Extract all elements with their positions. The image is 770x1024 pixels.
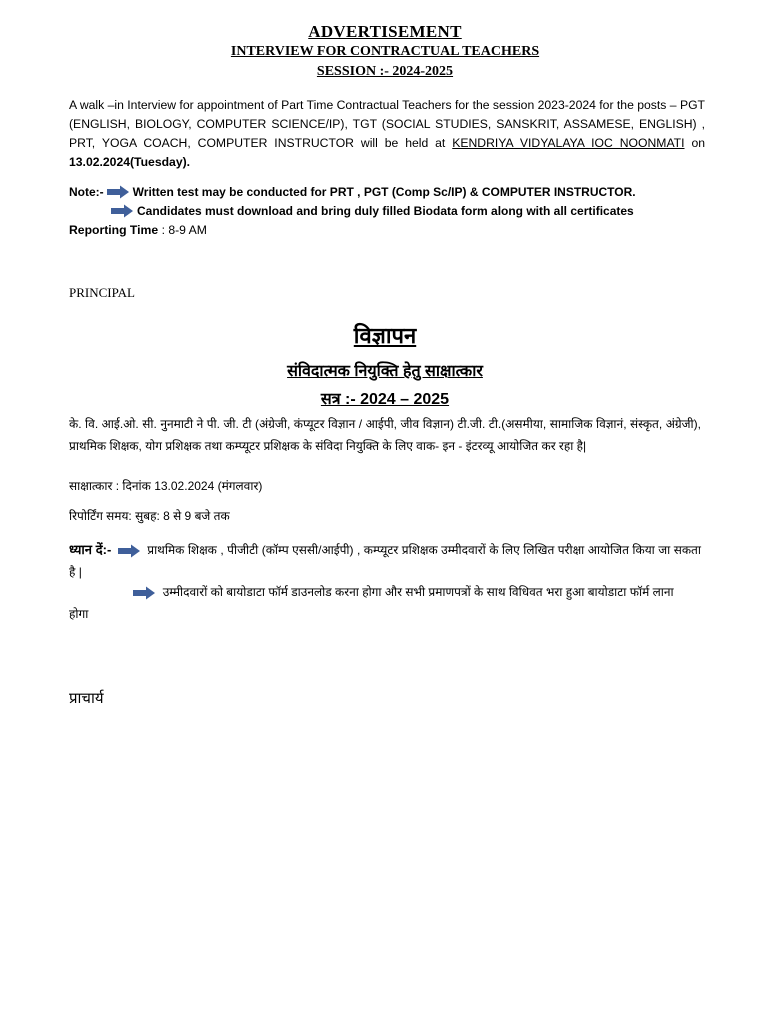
hindi-title: विज्ञापन — [353, 323, 417, 348]
hindi-interview-date: साक्षात्कार : दिनांक 13.02.2024 (मंगलवार) — [69, 479, 263, 493]
hindi-note-2 — [69, 581, 689, 625]
right-arrow-icon — [110, 204, 134, 218]
hindi-subtitle: संविदात्मक नियुक्ति हेतु साक्षात्कार — [287, 363, 483, 380]
hindi-principal: प्राचार्य — [69, 690, 104, 707]
hindi-note-1-text: प्राथमिक शिक्षक , पीजीटी (कॉम्प एससी/आईपी) , कम्प्यूटर प्रशिक्षक उम्मीदवारों के लिए लिखित परीक्षा आयोजित किया जा सकता है | — [69, 543, 701, 579]
hindi-note-2-text: उम्मीदवारों को बायोडाटा फॉर्म डाउनलोड करना होगा और सभी प्रमाणपत्रों के साथ विधिवत भरा हुआ बायोडाटा फॉर्म लाना होगा — [69, 585, 674, 621]
right-arrow-icon — [106, 185, 130, 199]
hindi-body: के. वि. आई.ओ. सी. नुनमाटी ने पी. जी. टी (अंग्रेजी, कंप्यूटर विज्ञान / आईपी, जीव विज्ञान) टी.जी. टी.(असमीया, सामाजिक विज्ञानं, संस्कृत, अंग्रेजी), प्राथमिक शिक्षक, योग प्रशिक्षक तथा कम्प्यूटर प्रशिक्षक के संविदा नियुक्ति के लिए वाक- इन - इंटरव्यू आयोजित कर रहा है| — [69, 417, 701, 453]
english-note-label: Note:- — [69, 185, 104, 199]
english-reporting-time — [69, 223, 207, 237]
right-arrow-icon — [132, 586, 156, 600]
english-body — [69, 96, 705, 172]
english-note-2 — [108, 204, 634, 218]
right-arrow-icon — [117, 544, 141, 558]
english-on: on — [691, 136, 705, 150]
reporting-time-label: Reporting Time — [69, 223, 159, 237]
english-date: 13.02.2024(Tuesday). — [69, 155, 191, 169]
english-note-1 — [69, 185, 636, 199]
reporting-time-value: : 8-9 AM — [161, 223, 207, 237]
english-note-1-text: Written test may be conducted for PRT , PGT (Comp Sc/IP) & COMPUTER INSTRUCTOR. — [132, 185, 636, 199]
hindi-note-1 — [69, 539, 701, 583]
hindi-session: सत्र :- 2024 – 2025 — [320, 391, 450, 408]
english-subtitle: INTERVIEW FOR CONTRACTUAL TEACHERS — [230, 44, 540, 59]
hindi-note-label: ध्यान दें:- — [69, 542, 112, 557]
english-session: SESSION :- 2024-2025 — [316, 64, 454, 79]
english-note-2-text: Candidates must download and bring duly filled Biodata form along with all certificates — [137, 204, 634, 218]
english-principal: PRINCIPAL — [69, 285, 135, 300]
english-venue: KENDRIYA VIDYALAYA IOC NOONMATI — [452, 136, 685, 150]
hindi-reporting-time: रिपोर्टिंग समय: सुबह: 8 से 9 बजे तक — [69, 509, 230, 523]
english-body-text: A walk –in Interview for appointment of Part Time Contractual Teachers for the session 2023-2024 for the posts – PGT (ENGLISH, BIOLOGY, COMPUTER SCIENCE/IP), TGT (SOCIAL STUDIES, SANSKRIT, ASSAMESE, ENGLISH) , PRT, YOGA COACH, COMPUTER INSTRUCTOR will be held at — [69, 98, 705, 150]
english-title: ADVERTISEMENT — [308, 22, 462, 41]
